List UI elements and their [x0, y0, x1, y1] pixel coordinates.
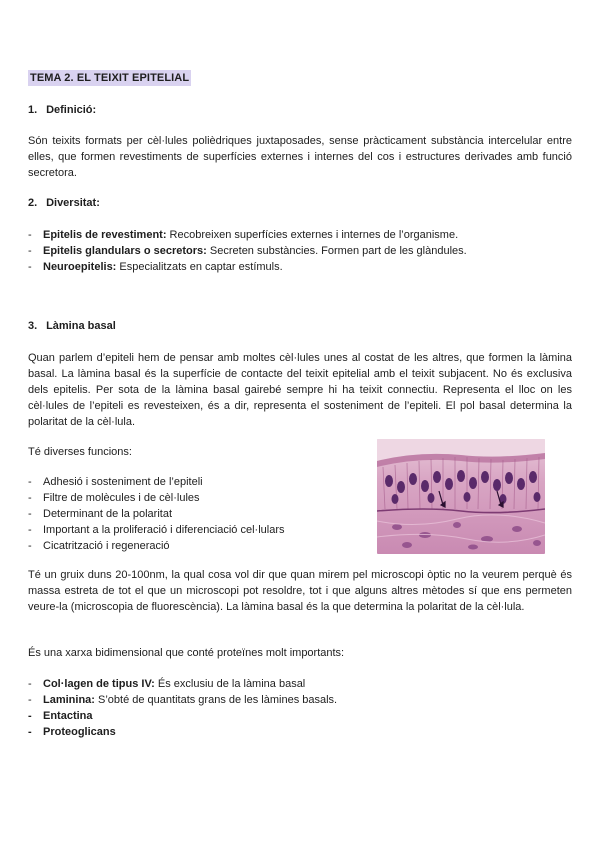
functions-list: [28, 474, 285, 554]
list-item-desc: Especialitzats en captar estímuls.: [116, 261, 283, 273]
list-item: [28, 724, 337, 740]
section-heading-diversitat: [28, 197, 100, 209]
section-title: Definició:: [46, 104, 97, 116]
list-item: [28, 227, 467, 243]
list-item-term: Epitelis de revestiment:: [43, 229, 167, 241]
section-number: 2.: [28, 197, 38, 209]
list-item-term: Col·lagen de tipus IV:: [43, 678, 155, 690]
list-item: [28, 708, 337, 724]
list-item: - Cicatrització i regeneració: [28, 538, 285, 554]
section-title: Diversitat:: [46, 197, 100, 209]
section-number: 1.: [28, 104, 38, 116]
proteins-list: [28, 676, 337, 740]
list-item: - Adhesió i sosteniment de l’epiteli: [28, 474, 285, 490]
lamina-intro-paragraph: Quan parlem d’epiteli hem de pensar amb moltes cèl·lules unes al costat de les altres, que formen la làmina basal. La làmina basal és la superfície de contacte del teixit epitelial amb el teixit subjacent. No és exclusiva dels epitelis. Per sota de la làmina basal gairebé sempre hi ha teixit connectiu. Representa el lloc on les cèl·lules de l’epiteli es revesteixen, és a dir, representa el sosteniment de l’epiteli. El pol basal determina la polaritat de la cèl·lula.: [28, 352, 572, 428]
list-item-desc: Recobreixen superfícies externes i internes de l’organisme.: [166, 229, 459, 241]
list-item: - Important a la proliferació i diferenciació cel·lulars: [28, 522, 285, 538]
list-item: - Determinant de la polaritat: [28, 506, 285, 522]
list-item-desc: És exclusiu de la làmina basal: [154, 678, 306, 690]
section-title: Làmina basal: [46, 320, 116, 332]
list-item: [28, 692, 337, 708]
section-heading-definicio: [28, 104, 96, 116]
list-item-term: Epitelis glandulars o secretors:: [43, 245, 207, 257]
functions-intro: Té diverses funcions:: [28, 446, 132, 458]
list-item-term: Laminina:: [43, 694, 95, 706]
list-item: [28, 676, 337, 692]
list-item-term: Proteoglicans: [43, 726, 116, 738]
diversitat-list: [28, 227, 467, 275]
list-item: [28, 259, 467, 275]
epithelium-micrograph-image: [377, 439, 545, 554]
section-number: 3.: [28, 320, 38, 332]
list-item-desc: Secreten substàncies. Formen part de les glàndules.: [206, 245, 467, 257]
section-heading-lamina: [28, 320, 116, 332]
definicio-paragraph: Són teixits formats per cèl·lules polièdriques juxtaposades, sense pràcticament substància intercelular entre elles, que formen revestiments de superfícies externes i internes del cos i estructures derivades amb funció secretora.: [28, 135, 572, 179]
page-title: TEMA 2. EL TEIXIT EPITELIAL: [30, 72, 190, 84]
network-paragraph: És una xarxa bidimensional que conté proteïnes molt importants:: [28, 647, 345, 659]
list-item: - Filtre de molècules i de cèl·lules: [28, 490, 285, 506]
list-item-desc: S’obté de quantitats grans de les làmines basals.: [94, 694, 338, 706]
list-item-term: Entactina: [43, 710, 93, 722]
thickness-paragraph: Té un gruix duns 20-100nm, la qual cosa vol dir que quan mirem pel microscopi òptic no la veurem perquè és massa estreta de tot el que un microscopi pot resoldre, tot i que alguns altres mètodes sí que ens permeten veure-la (microscopia de fluorescència). La làmina basal és la que determina la polaritat de la cèl·lula.: [28, 569, 572, 613]
list-item-term: Neuroepitelis:: [43, 261, 117, 273]
list-item: [28, 243, 467, 259]
